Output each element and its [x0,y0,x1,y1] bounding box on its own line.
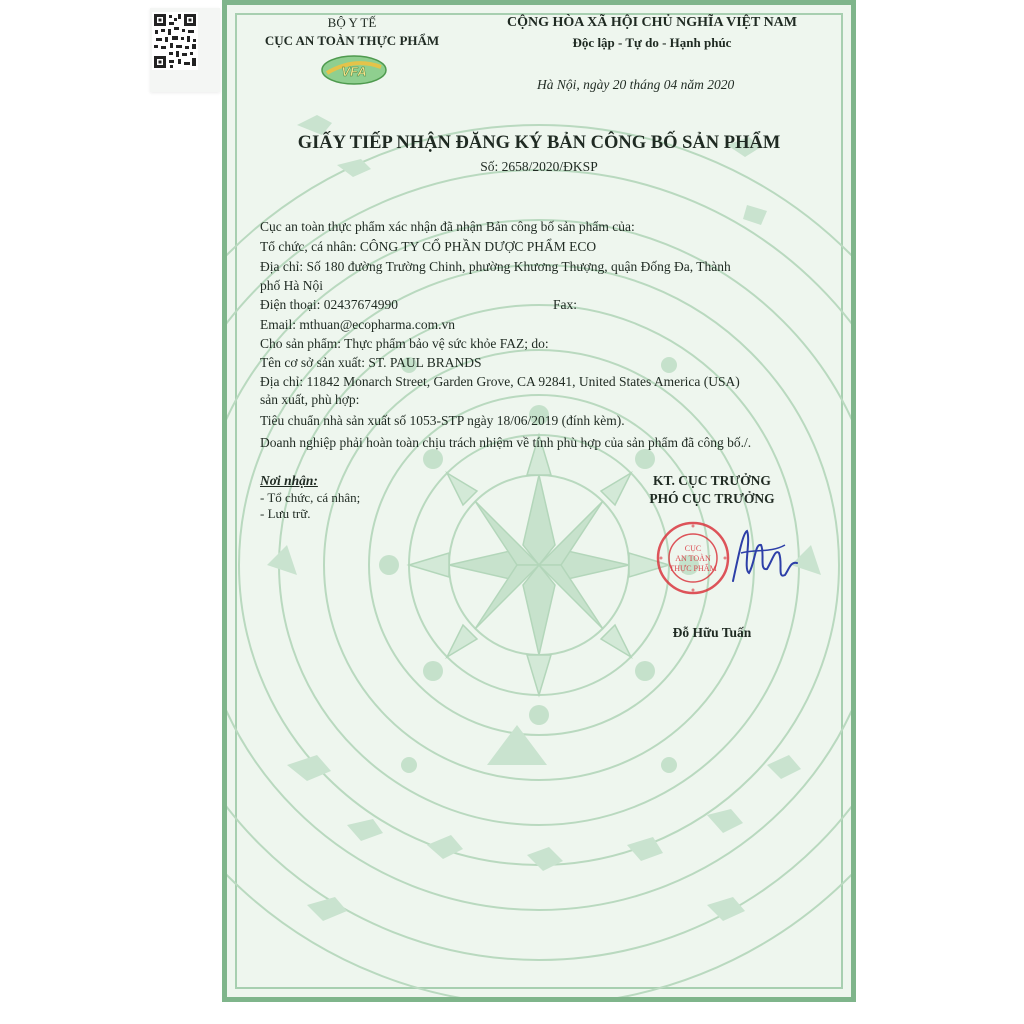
handwritten-signature-icon [725,523,805,593]
qr-code-icon [152,12,198,70]
fax-line: Fax: [553,297,578,312]
stamp-text: CỤC [684,544,702,553]
country-name: CỘNG HÒA XÃ HỘI CHỦ NGHĨA VIỆT NAM [506,15,797,30]
intro-text: Cục an toàn thực phẩm xác nhận đã nhận Bản công bố sản phẩm của: [260,219,635,234]
manufacturer-address-line-2: sản xuất, phù hợp: [260,392,360,407]
manufacturer-line: Tên cơ sở sản xuất: ST. PAUL BRANDS [260,355,482,370]
signatory-title-2: PHÓ CỤC TRƯỞNG [649,491,775,506]
address-line-2: phố Hà Nội [260,278,323,293]
place-date: Hà Nội, ngày 20 tháng 04 năm 2020 [537,77,735,92]
registration-number: Số: 2658/2020/ĐKSP [480,159,598,174]
signatory-title-1: KT. CỤC TRƯỞNG [653,473,771,488]
ministry-name: BỘ Y TẾ [327,15,377,30]
manufacturer-address-line-1: Địa chỉ: 11842 Monarch Street, Garden Grove, CA 92841, United States America (USA) [260,374,740,389]
agency-name: CỤC AN TOÀN THỰC PHẨM [264,33,440,48]
vfa-logo-icon [319,53,389,87]
standard-line: Tiêu chuẩn nhà sản xuất số 1053-STP ngày 18/06/2019 (đính kèm). [260,413,625,428]
stamp-text: THỰC PHẨM [669,564,717,573]
document-title: GIẤY TIẾP NHẬN ĐĂNG KÝ BẢN CÔNG BỐ SẢN PHẨM [297,133,781,153]
address-line-1: Địa chỉ: Số 180 đường Trường Chinh, phường Khương Thượng, quận Đống Đa, Thành [260,259,731,274]
logo-text: VFA [341,64,367,79]
national-motto: Độc lập - Tự do - Hạnh phúc [572,35,732,50]
recipient-item: - Tổ chức, cá nhân; [260,490,361,505]
signatory-name: Đỗ Hữu Tuấn [672,625,752,640]
phone-line: Điện thoại: 02437674990 [260,297,398,312]
responsibility-line: Doanh nghiệp phải hoàn toàn chịu trách nhiệm về tính phù hợp của sản phẩm đã công bố./. [260,435,752,450]
certificate-document [222,0,856,1002]
recipients-label: Nơi nhận: [260,473,318,488]
recipient-item: - Lưu trữ. [260,506,311,521]
product-line: Cho sản phẩm: Thực phẩm bảo vệ sức khỏe FAZ; do: [260,336,549,351]
email-line: Email: mthuan@ecopharma.com.vn [260,317,455,332]
official-red-stamp-icon [655,520,731,596]
stamp-text: AN TOÀN [675,554,711,563]
organization-line: Tổ chức, cá nhân: CÔNG TY CỔ PHẦN DƯỢC PHẨM ECO [260,239,597,254]
